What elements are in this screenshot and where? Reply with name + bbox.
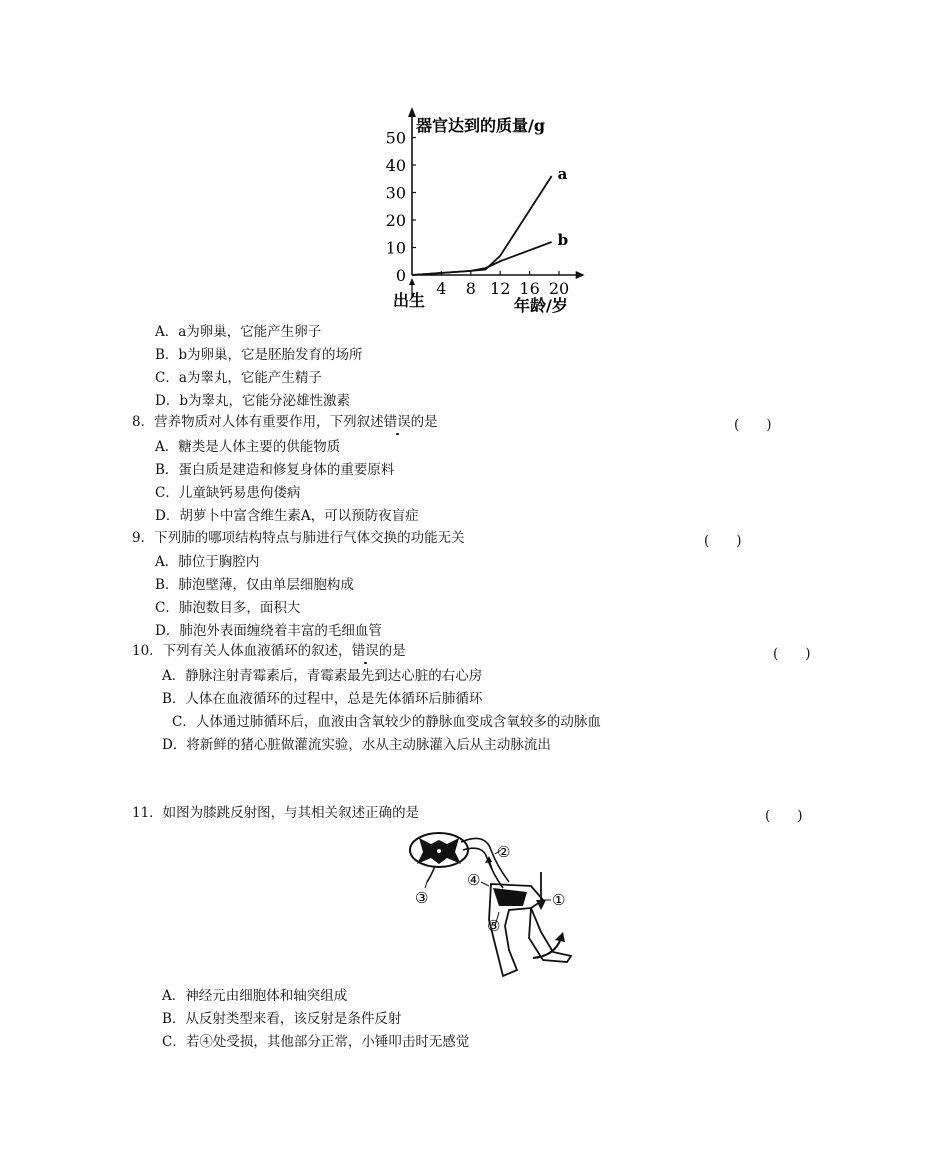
y-tick-label: 10 xyxy=(385,238,406,258)
q8-option-a[interactable]: A．糖类是人体主要的供能物质 xyxy=(155,439,341,455)
chart-series xyxy=(412,165,568,275)
q9-option-c[interactable]: C．肺泡数目多，面积大 xyxy=(155,600,301,616)
y-axis-arrow xyxy=(408,107,416,117)
label-2: ② xyxy=(497,843,511,861)
q11-option-c[interactable]: C．若④处受损，其他部分正常，小锤叩击时无感觉 xyxy=(162,1034,470,1050)
label-3: ③ xyxy=(415,889,429,907)
q9-option-b[interactable]: B．肺泡壁薄，仅由单层细胞构成 xyxy=(155,577,354,593)
q8-stem-text: 8．营养物质对人体有重要作用，下列叙述 xyxy=(132,414,384,430)
q7-option-b[interactable]: B．b为卵巢，它是胚胎发育的场所 xyxy=(155,347,363,363)
q11-answer-blank[interactable]: ( ) xyxy=(765,808,803,824)
spinal-cord-cross-section xyxy=(410,833,468,867)
q9-option-d[interactable]: D．肺泡外表面缠绕着丰富的毛细血管 xyxy=(155,623,382,639)
q8-stem xyxy=(132,413,438,431)
x-tick-label: 16 xyxy=(519,279,540,298)
chart-y-axis-label: 器官达到的质量/g xyxy=(416,116,546,135)
q10-stem xyxy=(132,642,406,660)
q10-option-b[interactable]: B．人体在血液循环的过程中，总是先体循环后肺循环 xyxy=(162,691,483,707)
birth-marker-arrow xyxy=(409,278,415,285)
q10-option-c[interactable]: C．人体通过肺循环后，血液由含氧较少的静脉血变成含氧较多的动脉血 xyxy=(172,714,601,730)
x-tick-label: 8 xyxy=(465,279,476,298)
q7-option-c[interactable]: C．a为睾丸，它能产生精子 xyxy=(155,370,322,386)
q11-stem: 11．如图为膝跳反射图，与其相关叙述正确的是 xyxy=(132,805,420,821)
thigh-muscle xyxy=(493,888,527,906)
q10-stem-text: 10．下列有关人体血液循环的叙述， xyxy=(132,643,352,659)
organ-growth-chart xyxy=(370,105,620,320)
knee-jerk-reflex-figure xyxy=(405,830,580,980)
y-tick-label: 40 xyxy=(385,156,406,175)
y-tick-label: 50 xyxy=(385,128,406,148)
chart-axes xyxy=(408,107,585,297)
q11-option-b[interactable]: B．从反射类型来看，该反射是条件反射 xyxy=(162,1011,402,1027)
y-tick-label: 20 xyxy=(385,211,406,230)
chart-x-axis-label: 年龄/岁 xyxy=(514,296,568,315)
chart-origin-label: 出生 xyxy=(393,291,426,310)
q9-stem: 9．下列肺的哪项结构特点与肺进行气体交换的功能无关 xyxy=(132,530,465,546)
q11-option-a[interactable]: A．神经元由细胞体和轴突组成 xyxy=(162,988,348,1004)
q7-option-a[interactable]: A．a为卵巢，它能产生卵子 xyxy=(155,324,322,340)
q10-emphasis: 错误 xyxy=(351,643,379,659)
label-4: ④ xyxy=(467,871,481,889)
q9-option-a[interactable]: A．肺位于胸腔内 xyxy=(155,554,260,570)
q8-stem-end: 的是 xyxy=(410,414,438,430)
y-tick-label: 0 xyxy=(395,266,406,285)
q8-option-b[interactable]: B．蛋白质是建造和修复身体的重要原料 xyxy=(155,462,395,478)
q8-option-d[interactable]: D．胡萝卜中富含维生素A，可以预防夜盲症 xyxy=(155,508,419,524)
q8-answer-blank[interactable]: ( ) xyxy=(734,417,772,433)
label-1: ① xyxy=(552,891,566,909)
label-5: ⑤ xyxy=(487,917,501,935)
series-label-a: a xyxy=(557,165,568,183)
x-tick-label: 12 xyxy=(490,279,511,298)
x-tick-label: 20 xyxy=(548,279,570,298)
series-label-b: b xyxy=(557,231,569,249)
q7-option-d[interactable]: D．b为睾丸，它能分泌雄性激素 xyxy=(155,393,350,409)
q10-stem-end: 的是 xyxy=(378,643,406,659)
series-line-a xyxy=(412,176,552,275)
q10-answer-blank[interactable]: ( ) xyxy=(773,646,811,662)
y-tick-label: 30 xyxy=(385,183,406,203)
q9-answer-blank[interactable]: ( ) xyxy=(704,533,742,549)
q10-option-d[interactable]: D．将新鲜的猪心脏做灌流实验，水从主动脉灌入后从主动脉流出 xyxy=(162,737,551,753)
x-axis-arrow xyxy=(576,271,585,279)
x-tick-label: 4 xyxy=(436,279,447,298)
q8-emphasis: 错误 xyxy=(383,414,411,430)
q10-option-a[interactable]: A．静脉注射青霉素后，青霉素最先到达心脏的右心房 xyxy=(162,668,483,684)
q8-option-c[interactable]: C．儿童缺钙易患佝偻病 xyxy=(155,485,301,501)
